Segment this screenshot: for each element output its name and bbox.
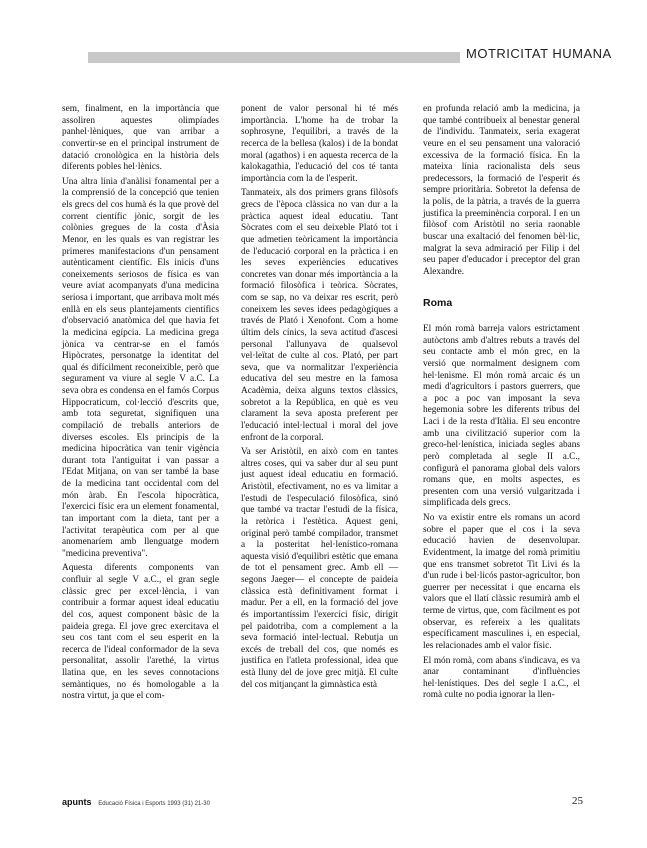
paragraph: ponent de valor personal hi té més importància. L'home ha de trobar la sophrosyne, l'equilibri, a través de la recerca de la bellesa (kalos) i de la bondat moral (agathos) i en aquesta recerca de la kalokagathia, l'educació del cos té tanta importància com la de l'esperit. xyxy=(241,104,398,184)
paragraph: El món romà, com abans s'indicava, es va anar contaminant d'influències hel·lenístiques. Des del segle I a.C., el romà culte no podia ignorar la llen- xyxy=(423,655,580,701)
column-right xyxy=(423,104,580,702)
column-middle xyxy=(241,104,398,691)
paragraph: Una altra línia d'anàlisi fonamental per a la comprensió de la concepció que tenien els grecs del cos humà és la que provè del corrent científic jònic, sorgit de les colònies gregues de la costa d'Àsia Menor, en les quals es van registrar les primeres manifestacions d'un pensament autènticament científic. Els inicis d'uns coneixements seriosos de física es van veure aviat acompanyats d'una medicina seriosa i important, que arribava molt més enllà en els seus plantejaments científics d'observació anatòmica del que havia fet la medicina egípcia. La medicina grega jònica va centrar-se en el famós Hipòcrates, personatge la identitat del qual és difícilment reconeixible, però que segurament va viure al segle V a.C. La seva obra es condensa en el famós Corpus Hippocraticum, col·lecció d'escrits que, amb tota seguretat, signifiquen una compilació de treballs anteriors de diverses escoles. Els principis de la medicina hipocràtica van tenir vigència durant tota l'antiguitat i van passar a l'Edat Mitjana, on van ser també la base de la medicina tant occidental com del món àrab. En l'escola hipocràtica, l'exercici físic era un element fonamental, tan important com la dieta, tant per a l'activitat terapèutica com per al que anomenaríem amb llenguatge modern "medicina preventiva". xyxy=(62,176,219,559)
footer xyxy=(62,797,210,807)
paragraph: en profunda relació amb la medicina, ja que també contribueix al benestar general de l'individu. Tanmateix, seria exagerat veure en el seu pensament una valoració excessiva de la formació física. En la mateixa línia racionalista dels seus predecessors, la formació de l'esperit és sempre prioritària. Sobretot la defensa de la polis, de la pàtria, a través de la guerra justifica la preeminència corporal. I en un filòsof com Aristòtil no seria raonable buscar una exaltació del fenomen bèl·lic, malgrat la seva admiració per Filip i del seu paper d'educador i preceptor del gran Alexandre. xyxy=(423,104,580,277)
column-left xyxy=(62,104,219,703)
journal-logo: apunts xyxy=(62,797,92,807)
section-heading: Roma xyxy=(423,297,453,310)
paragraph: Va ser Aristòtil, en això com en tantes altres coses, qui va saber dur al seu punt just aquest ideal educatiu en formació. Aristòtil, efectivament, no es va limitar a l'estudi de l'especulació filosòfica, sinó que també va tractar l'estudi de la física, la retòrica i l'estètica. Aquest geni, original però també compilador, transmet a la posteritat hel·lenístico-romana aquesta visió d'equilibri estètic que emana de tot el pensament grec. Amb ell —segons Jaeger— el concepte de paideia clàssica està definitivament format i madur. Per a ell, en la formació del jove és importantíssim l'exercici físic, dirigit pel paidotriba, com a complement a la seva formació intel·lectual. Rebutja un excés de treball del cos, que només es justifica en l'atleta professional, idea que està lluny del de jove grec mitjà. El culte del cos mitjançant la gimnàstica està xyxy=(241,447,398,690)
paragraph: sem, finalment, en la importància que assoliren aquestes olimpíades panhel·lèniques, que van arribar a convertir-se en el principal instrument de datació cronològica en la història dels diferents pobles hel·lènics. xyxy=(62,104,219,173)
journal-citation: Educació Física i Esports 1993 (31) 21-30 xyxy=(98,801,210,807)
paragraph: Tanmateix, als dos primers grans filòsofs grecs de l'època clàssica no van dur a la pràctica aquest ideal educatiu. Tant Sòcrates com el seu deixeble Plató tot i que admetien teòricament la importància de l'educació corporal en la pràctica i en les seves experiències educatives concretes van donar més importància a la formació filosòfica i teòrica. Sòcrates, com se sap, no va deixar res escrit, però coneixem les seves idees pedagògiques a través de Plató i Xenofont. Com a home últim dels cínics, la seva actitud d'ascesi personal l'allunyava de qualsevol vel·leïtat de culte al cos. Plató, per part seva, que va normalitzar l'experiència educativa del seu mestre en la famosa Acadèmia, deixa alguns textos clàssics, sobretot a la República, en què es veu clarament la seva aposta preferent per l'educació intel·lectual i moral del jove enfront de la corporal. xyxy=(241,188,398,443)
paragraph: Aquesta diferents components van confluir al segle V a.C., el gran segle clàssic grec per excel·lència, i van contribuir a formar aquest ideal educatiu del cos, aquest component bàsic de la paideia grega. El jove grec exercitava el seu cos tant com el seu esperit en la recerca de l'ideal conformador de la seva personalitat, assolir l'arethé, la virtus llatina que, en les seves connotacions semàntiques, no és homologable a la nostra virtut, ja que el com- xyxy=(62,563,219,702)
header-rule xyxy=(88,52,460,63)
page-number: 25 xyxy=(572,795,583,807)
paragraph: El món romà barreja valors estrictament autòctons amb d'altres rebuts a través del seu contacte amb el món grec, en la versió que normalment designem com hel·lenisme. El món romà arcaic és un medi d'agricultors i pastors guerrers, que a poc a poc van imposant la seva hegemonia sobre les diferents tribus del Laci i de la resta d'Itàlia. El seu encontre amb una civilització superior com la greco-hel·lenística, iniciada segles abans però completada al segle II a.C., configurà el panorama global dels valors romans que, en molts aspectes, es presenten com una versió vulgaritzada i simplificada dels grecs. xyxy=(423,324,580,509)
running-header: MOTRICITAT HUMANA xyxy=(466,46,612,61)
paragraph: No va existir entre els romans un acord sobre el paper que el cos i la seva educació havien de desenvolupar. Evidentment, la imatge del romà primitiu que ens transmet sobretot Tit Livi és la d'un rude i bel·licós pastor-agricultor, bon guerrer per necessitat i que encarna els valors que el llatí clàssic resumirà amb el terme de virtus, que, com fàcilment es pot observar, es refereix a les qualitats específicament masculines i, en especial, les relacionades amb el valor físic. xyxy=(423,513,580,651)
